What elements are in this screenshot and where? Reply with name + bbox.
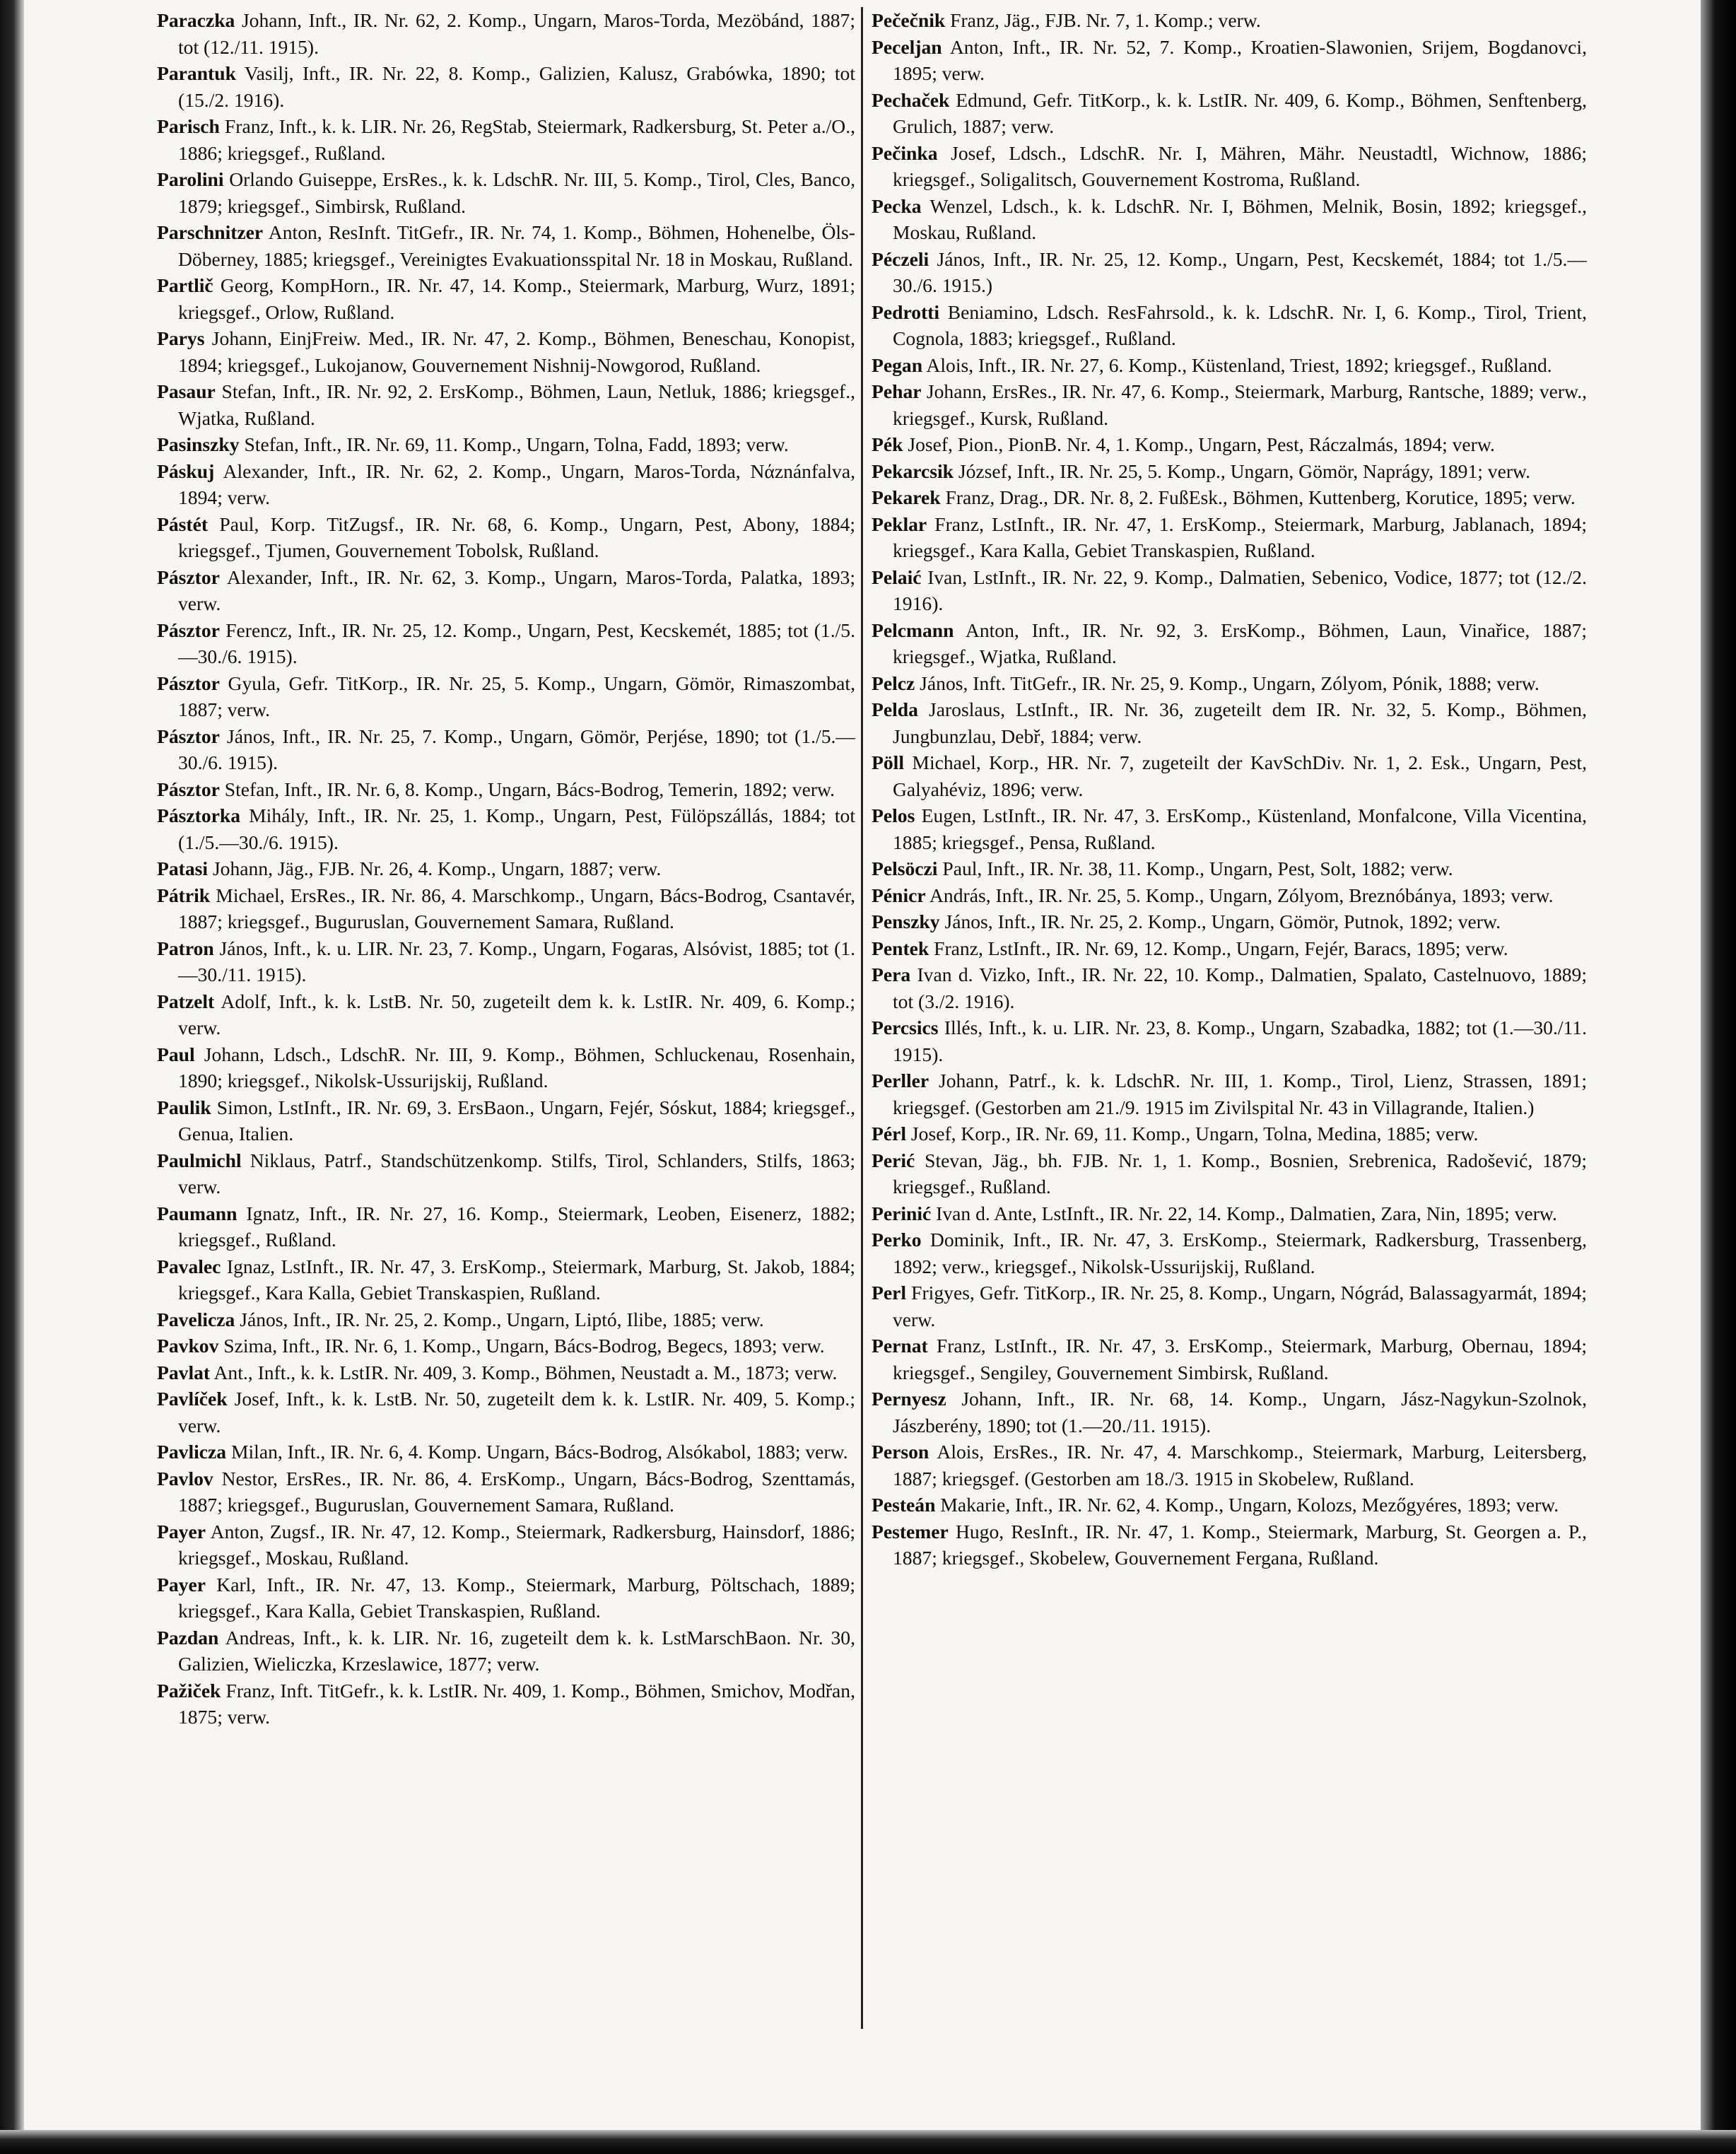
register-entry bbox=[157, 564, 855, 617]
register-entry bbox=[872, 1227, 1587, 1280]
entry-details: Anton, Inft., IR. Nr. 92, 3. ErsKomp., Böhmen, Laun, Vinařice, 1887; kriegsgef., Wjatka, Rußland. bbox=[893, 619, 1587, 667]
entry-details: Alois, Inft., IR. Nr. 27, 6. Komp., Küstenland, Triest, 1892; kriegsgef., Rußland. bbox=[922, 353, 1552, 376]
register-entry bbox=[872, 1439, 1587, 1492]
register-entry bbox=[157, 1147, 855, 1200]
entry-details: Franz, LstInft., IR. Nr. 47, 1. ErsKomp., Steiermark, Marburg, Jablanach, 1894; kriegsgef., Kara Kalla, Gebiet Transkaspien, Rußland. bbox=[893, 513, 1587, 561]
register-entry bbox=[872, 246, 1587, 299]
entry-surname: Payer bbox=[157, 1573, 206, 1596]
entry-surname: Patasi bbox=[157, 857, 209, 879]
entry-details: Simon, LstInft., IR. Nr. 69, 3. ErsBaon., Ungarn, Fejér, Sóskut, 1884; kriegsgef., Genua, Italien. bbox=[178, 1096, 855, 1145]
entry-details: Dominik, Inft., IR. Nr. 47, 3. ErsKomp., Steiermark, Radkersburg, Trassenberg, 1892; verw., kriegsgef., Nikolsk-Ussurijskij, Rußland. bbox=[893, 1229, 1587, 1277]
entry-details: Milan, Inft., IR. Nr. 6, 4. Komp. Ungarn, Bács-Bodrog, Alsókabol, 1883; verw. bbox=[226, 1441, 848, 1463]
entry-surname: Patron bbox=[157, 937, 214, 959]
entry-surname: Pavelicza bbox=[157, 1308, 235, 1330]
register-entry bbox=[872, 484, 1587, 511]
entry-surname: Pöll bbox=[872, 751, 904, 773]
entry-surname: Pénicr bbox=[872, 884, 926, 906]
entry-details: Anton, ResInft. TitGefr., IR. Nr. 74, 1. Komp., Böhmen, Hohenelbe, Öls-Döberney, 1885; kriegsgef., Vereinigtes Evakuationsspital Nr. 18 in Moskau, Rußland. bbox=[178, 221, 855, 270]
entry-surname: Partlič bbox=[157, 274, 213, 296]
bottom-page-edge bbox=[0, 2130, 1736, 2154]
entry-details: Mihály, Inft., IR. Nr. 25, 1. Komp., Ungarn, Pest, Fülöpszállás, 1884; tot (1./5.—30./6. 1915). bbox=[178, 804, 855, 853]
entry-surname: Pavlicza bbox=[157, 1441, 227, 1463]
register-entry bbox=[872, 1200, 1587, 1227]
entry-surname: Perić bbox=[872, 1149, 915, 1171]
entry-surname: Péczeli bbox=[872, 247, 929, 270]
entry-details: József, Inft., IR. Nr. 25, 5. Komp., Ungarn, Gömör, Naprágy, 1891; verw. bbox=[954, 460, 1531, 482]
entry-surname: Parolini bbox=[157, 168, 224, 190]
entry-surname: Pavlov bbox=[157, 1467, 213, 1489]
entry-surname: Paraczka bbox=[157, 9, 235, 31]
entry-surname: Pečečnik bbox=[872, 9, 946, 31]
entry-details: Michael, Korp., HR. Nr. 7, zugeteilt der KavSchDiv. Nr. 1, 2. Esk., Ungarn, Pest, Galyahéviz, 1896; verw. bbox=[893, 751, 1587, 800]
register-entry bbox=[872, 670, 1587, 697]
register-entry bbox=[872, 378, 1587, 431]
entry-details: Jaroslaus, LstInft., IR. Nr. 36, zugeteilt dem IR. Nr. 32, 5. Komp., Böhmen, Jungbunzlau, Debř, 1884; verw. bbox=[893, 698, 1587, 747]
entry-surname: Pelda bbox=[872, 698, 918, 720]
register-entry bbox=[872, 617, 1587, 670]
register-entry bbox=[872, 34, 1587, 87]
register-entry bbox=[872, 193, 1587, 246]
entry-details: Ignaz, LstInft., IR. Nr. 47, 3. ErsKomp., Steiermark, Marburg, St. Jakob, 1884; kriegsgef., Kara Kalla, Gebiet Transkaspien, Rußland. bbox=[178, 1255, 855, 1304]
register-entry bbox=[157, 1465, 855, 1518]
entry-surname: Pásztor bbox=[157, 725, 220, 747]
entry-surname: Patzelt bbox=[157, 990, 215, 1012]
entry-surname: Parisch bbox=[157, 115, 220, 137]
entry-surname: Pestemer bbox=[872, 1520, 949, 1543]
entry-surname: Penszky bbox=[872, 911, 940, 932]
register-entry bbox=[157, 1625, 855, 1678]
register-entry bbox=[872, 961, 1587, 1014]
register-entry bbox=[872, 458, 1587, 485]
entry-surname: Pasaur bbox=[157, 380, 216, 402]
entry-surname: Payer bbox=[157, 1520, 206, 1543]
entry-details: Andreas, Inft., k. k. LIR. Nr. 16, zugeteilt dem k. k. LstMarschBaon. Nr. 30, Galizien, Wieliczka, Krzeslawice, 1877; verw. bbox=[178, 1626, 855, 1675]
entry-surname: Parys bbox=[157, 327, 205, 349]
register-entry bbox=[157, 1200, 855, 1253]
entry-surname: Pelcmann bbox=[872, 619, 954, 641]
entry-surname: Person bbox=[872, 1441, 929, 1463]
register-entry bbox=[872, 564, 1587, 617]
entry-surname: Pekarek bbox=[872, 486, 941, 508]
register-entry bbox=[157, 113, 855, 166]
register-entry bbox=[872, 1014, 1587, 1067]
entry-details: Paul, Inft., IR. Nr. 38, 11. Komp., Ungarn, Pest, Solt, 1882; verw. bbox=[937, 857, 1453, 879]
entry-details: Ivan d. Ante, LstInft., IR. Nr. 22, 14. Komp., Dalmatien, Zara, Nin, 1895; verw. bbox=[931, 1202, 1557, 1224]
entry-surname: Pásztor bbox=[157, 672, 220, 694]
register-entry bbox=[872, 1280, 1587, 1333]
entry-details: János, Inft., IR. Nr. 25, 12. Komp., Ungarn, Pest, Kecskemét, 1884; tot 1./5.—30./6. 1915.) bbox=[893, 247, 1587, 296]
register-entry bbox=[872, 87, 1587, 140]
entry-surname: Perl bbox=[872, 1282, 907, 1304]
entry-surname: Pesteán bbox=[872, 1494, 936, 1516]
entry-details: Ferencz, Inft., IR. Nr. 25, 12. Komp., Ungarn, Pest, Kecskemét, 1885; tot (1./5.—30./6. 1915). bbox=[178, 619, 855, 667]
entry-details: Ignatz, Inft., IR. Nr. 27, 16. Komp., Steiermark, Leoben, Eisenerz, 1882; kriegsgef., Rußland. bbox=[178, 1202, 855, 1251]
entry-surname: Pásztor bbox=[157, 619, 220, 641]
entry-details: Adolf, Inft., k. k. LstB. Nr. 50, zugeteilt dem k. k. LstIR. Nr. 409, 6. Komp.; verw. bbox=[178, 990, 855, 1038]
entry-surname: Pelcz bbox=[872, 672, 915, 694]
register-entry bbox=[157, 617, 855, 670]
register-entry bbox=[157, 325, 855, 378]
entry-details: Stefan, Inft., IR. Nr. 6, 8. Komp., Ungarn, Bács-Bodrog, Temerin, 1892; verw. bbox=[219, 778, 835, 800]
register-entry bbox=[157, 1333, 855, 1359]
entry-details: Johann, EinjFreiw. Med., IR. Nr. 47, 2. Komp., Böhmen, Beneschau, Konopist, 1894; kriegsgef., Lukojanow, Gouvernement Nishnij-Nowgorod, Rußland. bbox=[178, 327, 855, 376]
register-entry bbox=[157, 219, 855, 272]
entry-details: Franz, Jäg., FJB. Nr. 7, 1. Komp.; verw. bbox=[945, 9, 1261, 31]
register-entry bbox=[157, 723, 855, 776]
entry-details: Ivan d. Vizko, Inft., IR. Nr. 22, 10. Komp., Dalmatien, Spalato, Castelnuovo, 1889; tot (3./2. 1916). bbox=[893, 964, 1587, 1012]
entry-details: Eugen, LstInft., IR. Nr. 47, 3. ErsKomp., Küstenland, Monfalcone, Villa Vicentina, 1885; kriegsgef., Pensa, Rußland. bbox=[893, 804, 1587, 853]
entry-details: János, Inft., IR. Nr. 25, 2. Komp., Ungarn, Liptó, Ilibe, 1885; verw. bbox=[235, 1308, 764, 1330]
entry-details: Edmund, Gefr. TitKorp., k. k. LstIR. Nr. 409, 6. Komp., Böhmen, Senftenberg, Grulich, 1887; verw. bbox=[893, 88, 1587, 137]
entry-surname: Pečinka bbox=[872, 141, 938, 164]
entry-details: Alexander, Inft., IR. Nr. 62, 2. Komp., Ungarn, Maros-Torda, Nάznánfalva, 1894; verw. bbox=[178, 460, 855, 508]
entry-details: János, Inft., IR. Nr. 25, 2. Komp., Ungarn, Gömör, Putnok, 1892; verw. bbox=[939, 911, 1501, 932]
register-entry bbox=[872, 431, 1587, 458]
entry-surname: Pasinszky bbox=[157, 433, 240, 455]
register-entry bbox=[157, 1359, 855, 1386]
entry-surname: Pera bbox=[872, 964, 911, 985]
entry-details: Anton, Inft., IR. Nr. 52, 7. Komp., Kroatien-Slawonien, Srijem, Bogdanovci, 1895; verw. bbox=[893, 35, 1587, 84]
entry-surname: Pentek bbox=[872, 937, 929, 959]
right-page-edge bbox=[1701, 0, 1736, 2154]
register-entry bbox=[872, 299, 1587, 352]
entry-surname: Pegan bbox=[872, 353, 923, 376]
register-entry bbox=[157, 1678, 855, 1731]
entry-surname: Pelos bbox=[872, 804, 915, 826]
register-entry bbox=[872, 1386, 1587, 1439]
entry-details: Johann, Jäg., FJB. Nr. 26, 4. Komp., Ungarn, 1887; verw. bbox=[208, 857, 662, 879]
entry-details: Josef, Ldsch., LdschR. Nr. I, Mähren, Mähr. Neustadtl, Wichnow, 1886; kriegsgef., Soligalitsch, Gouvernement Kostroma, Rußland. bbox=[893, 141, 1587, 190]
register-entry bbox=[157, 776, 855, 803]
register-entry bbox=[872, 855, 1587, 882]
entry-details: Ant., Inft., k. k. LstIR. Nr. 409, 3. Komp., Böhmen, Neustadt a. M., 1873; verw. bbox=[210, 1361, 838, 1383]
entry-details: Franz, LstInft., IR. Nr. 69, 12. Komp., Ungarn, Fejér, Baracs, 1895; verw. bbox=[929, 937, 1508, 959]
entry-surname: Pecka bbox=[872, 194, 922, 217]
entry-surname: Percsics bbox=[872, 1017, 939, 1038]
entry-details: Franz, Inft. TitGefr., k. k. LstIR. Nr. 409, 1. Komp., Böhmen, Smichov, Modřan, 1875; verw. bbox=[178, 1679, 855, 1728]
entry-details: Stefan, Inft., IR. Nr. 69, 11. Komp., Ungarn, Tolna, Fadd, 1893; verw. bbox=[239, 433, 789, 455]
entry-details: Wenzel, Ldsch., k. k. LdschR. Nr. I, Böhmen, Melnik, Bosin, 1892; kriegsgef., Moskau, Rußland. bbox=[893, 194, 1587, 243]
entry-details: Franz, Drag., DR. Nr. 8, 2. FußEsk., Böhmen, Kuttenberg, Korutice, 1895; verw. bbox=[940, 486, 1576, 508]
entry-surname: Pazdan bbox=[157, 1626, 219, 1649]
entry-surname: Pátrik bbox=[157, 884, 211, 906]
entry-surname: Pavlat bbox=[157, 1361, 211, 1383]
entry-details: Johann, Inft., IR. Nr. 68, 14. Komp., Ungarn, Jász-Nagykun-Szolnok, Jászberény, 1890; tot (1.—20./11. 1915). bbox=[893, 1388, 1587, 1436]
column-divider bbox=[861, 7, 863, 2029]
entry-details: Anton, Zugsf., IR. Nr. 47, 12. Komp., Steiermark, Radkersburg, Hainsdorf, 1886; kriegsgef., Moskau, Rußland. bbox=[178, 1520, 855, 1569]
entry-details: Vasilj, Inft., IR. Nr. 22, 8. Komp., Galizien, Kalusz, Grabówka, 1890; tot (15./2. 1916). bbox=[178, 62, 855, 111]
left-page-edge bbox=[0, 0, 24, 2154]
entry-details: Johann, Ldsch., LdschR. Nr. III, 9. Komp., Böhmen, Schluckenau, Rosenhain, 1890; kriegsgef., Nikolsk-Ussurijskij, Rußland. bbox=[178, 1043, 855, 1091]
entry-details: Johann, Inft., IR. Nr. 62, 2. Komp., Ungarn, Maros-Torda, Mezöbánd, 1887; tot (12./11. 1915). bbox=[178, 9, 855, 58]
entry-details: János, Inft., IR. Nr. 25, 7. Komp., Ungarn, Gömör, Perjése, 1890; tot (1./5.—30./6. 1915). bbox=[178, 725, 855, 773]
register-entry bbox=[872, 1333, 1587, 1386]
entry-details: Josef, Korp., IR. Nr. 69, 11. Komp., Ungarn, Tolna, Medina, 1885; verw. bbox=[906, 1123, 1479, 1145]
register-entry bbox=[872, 802, 1587, 855]
register-entry bbox=[872, 1120, 1587, 1147]
entry-details: Paul, Korp. TitZugsf., IR. Nr. 68, 6. Komp., Ungarn, Pest, Abony, 1884; kriegsgef., Tjumen, Gouvernement Tobolsk, Rußland. bbox=[178, 513, 855, 561]
entry-surname: Pernyesz bbox=[872, 1388, 946, 1410]
entry-surname: Peklar bbox=[872, 513, 927, 535]
register-entry bbox=[157, 511, 855, 564]
register-entry bbox=[872, 511, 1587, 564]
register-entry bbox=[157, 1386, 855, 1439]
entry-surname: Paul bbox=[157, 1043, 195, 1065]
register-entry bbox=[157, 855, 855, 882]
entry-details: Johann, ErsRes., IR. Nr. 47, 6. Komp., Steiermark, Marburg, Rantsche, 1889; verw., kriegsgef., Kursk, Rußland. bbox=[893, 380, 1587, 429]
entry-surname: Pavalec bbox=[157, 1255, 221, 1277]
register-entry bbox=[157, 431, 855, 458]
register-entry bbox=[157, 935, 855, 988]
entry-surname: Pásztorka bbox=[157, 804, 241, 826]
register-entry bbox=[157, 272, 855, 325]
entry-details: Alexander, Inft., IR. Nr. 62, 3. Komp., Ungarn, Maros-Torda, Palatka, 1893; verw. bbox=[178, 566, 855, 614]
entry-surname: Pástét bbox=[157, 513, 209, 535]
entry-details: János, Inft., k. u. LIR. Nr. 23, 7. Komp., Ungarn, Fogaras, Alsóvist, 1885; tot (1.—30./11. 1915). bbox=[178, 937, 855, 985]
entry-surname: Paulmichl bbox=[157, 1149, 242, 1171]
entry-details: Nestor, ErsRes., IR. Nr. 86, 4. ErsKomp., Ungarn, Bács-Bodrog, Szenttamás, 1887; kriegsgef., Buguruslan, Gouvernement Samara, Rußland. bbox=[178, 1467, 855, 1516]
register-entry bbox=[872, 882, 1587, 909]
entry-details: Alois, ErsRes., IR. Nr. 47, 4. Marschkomp., Steiermark, Marburg, Leitersberg, 1887; kriegsgef. (Gestorben am 18./3. 1915 in Skobelew, Rußland. bbox=[893, 1441, 1587, 1489]
register-entry bbox=[157, 670, 855, 723]
entry-surname: Pásztor bbox=[157, 566, 220, 588]
register-entry bbox=[872, 749, 1587, 802]
entry-details: Stevan, Jäg., bh. FJB. Nr. 1, 1. Komp., Bosnien, Srebrenica, Radošević, 1879; kriegsgef., Rußland. bbox=[893, 1149, 1587, 1198]
register-entry bbox=[157, 1041, 855, 1094]
entry-details: Franz, LstInft., IR. Nr. 47, 3. ErsKomp., Steiermark, Marburg, Obernau, 1894; kriegsgef., Sengiley, Gouvernement Simbirsk, Rußland. bbox=[893, 1335, 1587, 1383]
register-entry bbox=[157, 1571, 855, 1625]
entry-details: Makarie, Inft., IR. Nr. 62, 4. Komp., Ungarn, Kolozs, Mezőgyéres, 1893; verw. bbox=[935, 1494, 1559, 1516]
register-entry bbox=[157, 988, 855, 1041]
register-entry bbox=[872, 696, 1587, 749]
entry-surname: Pažiček bbox=[157, 1679, 221, 1702]
entry-details: Franz, Inft., k. k. LIR. Nr. 26, RegStab, Steiermark, Radkersburg, St. Peter a./O., 1886; kriegsgef., Rußland. bbox=[178, 115, 855, 164]
entry-details: Frigyes, Gefr. TitKorp., IR. Nr. 25, 8. Komp., Ungarn, Nógrád, Balassagyarmát, 1894; verw. bbox=[893, 1282, 1587, 1330]
entry-surname: Pék bbox=[872, 433, 903, 455]
entry-details: András, Inft., IR. Nr. 25, 5. Komp., Ungarn, Zólyom, Breznóbánya, 1893; verw. bbox=[925, 884, 1554, 906]
register-entry bbox=[157, 166, 855, 219]
register-entry bbox=[157, 1306, 855, 1333]
entry-surname: Pásztor bbox=[157, 778, 220, 800]
entry-surname: Pavkov bbox=[157, 1335, 219, 1357]
register-entry bbox=[157, 7, 855, 60]
entry-surname: Pérl bbox=[872, 1123, 907, 1145]
entry-details: Michael, ErsRes., IR. Nr. 86, 4. Marschkomp., Ungarn, Bács-Bodrog, Csantavér, 1887; kriegsgef., Buguruslan, Gouvernement Samara, Rußland. bbox=[178, 884, 855, 932]
register-entry bbox=[872, 935, 1587, 962]
register-entry bbox=[872, 1518, 1587, 1571]
right-column bbox=[872, 7, 1587, 2107]
entry-details: Niklaus, Patrf., Standschützenkomp. Stilfs, Tirol, Schlanders, Stilfs, 1863; verw. bbox=[178, 1149, 855, 1198]
register-entry bbox=[157, 378, 855, 431]
register-entry bbox=[872, 352, 1587, 379]
entry-details: Johann, Patrf., k. k. LdschR. Nr. III, 1. Komp., Tirol, Lienz, Strassen, 1891; kriegsgef. (Gestorben am 21./9. 1915 im Zivilspital Nr. 43 in Villagrande, Italien.) bbox=[893, 1070, 1587, 1118]
entry-surname: Páskuj bbox=[157, 460, 215, 482]
entry-details: János, Inft. TitGefr., IR. Nr. 25, 9. Komp., Ungarn, Zólyom, Pónik, 1888; verw. bbox=[915, 672, 1539, 694]
entry-details: Beniamino, Ldsch. ResFahrsold., k. k. LdschR. Nr. I, 6. Komp., Tirol, Trient, Cognola, 1883; kriegsgef., Rußland. bbox=[893, 300, 1587, 349]
entry-details: Karl, Inft., IR. Nr. 47, 13. Komp., Steiermark, Marburg, Pöltschach, 1889; kriegsgef., Kara Kalla, Gebiet Transkaspien, Rußland. bbox=[178, 1573, 855, 1622]
entry-details: Josef, Pion., PionB. Nr. 4, 1. Komp., Ungarn, Pest, Ráczalmás, 1894; verw. bbox=[903, 433, 1495, 455]
register-entry bbox=[157, 802, 855, 855]
entry-surname: Parantuk bbox=[157, 62, 236, 84]
entry-details: Szima, Inft., IR. Nr. 6, 1. Komp., Ungarn, Bács-Bodrog, Begecs, 1893; verw. bbox=[218, 1335, 825, 1357]
entry-surname: Perko bbox=[872, 1229, 922, 1251]
entry-details: Ivan, LstInft., IR. Nr. 22, 9. Komp., Dalmatien, Sebenico, Vodice, 1877; tot (12./2. 1916). bbox=[893, 566, 1587, 614]
register-entry bbox=[157, 1439, 855, 1465]
entry-details: Stefan, Inft., IR. Nr. 92, 2. ErsKomp., Böhmen, Laun, Netluk, 1886; kriegsgef., Wjatka, Rußland. bbox=[178, 380, 855, 429]
register-entry bbox=[872, 1147, 1587, 1200]
entry-surname: Pehar bbox=[872, 380, 922, 402]
entry-surname: Pekarcsik bbox=[872, 460, 954, 482]
register-entry bbox=[157, 60, 855, 113]
register-entry bbox=[157, 1518, 855, 1571]
entry-details: Illés, Inft., k. u. LIR. Nr. 23, 8. Komp., Ungarn, Szabadka, 1882; tot (1.—30./11. 1915). bbox=[893, 1017, 1587, 1065]
entry-surname: Perller bbox=[872, 1070, 929, 1091]
entry-details: Gyula, Gefr. TitKorp., IR. Nr. 25, 5. Komp., Ungarn, Gömör, Rimaszombat, 1887; verw. bbox=[178, 672, 855, 720]
entry-surname: Pelsöczi bbox=[872, 857, 938, 879]
entry-surname: Pedrotti bbox=[872, 300, 940, 323]
register-entry bbox=[157, 1094, 855, 1147]
entry-surname: Pechaček bbox=[872, 88, 950, 111]
entry-surname: Perinić bbox=[872, 1202, 932, 1224]
left-column bbox=[157, 7, 855, 2107]
register-entry bbox=[872, 140, 1587, 193]
register-entry bbox=[157, 1253, 855, 1306]
entry-surname: Pelaić bbox=[872, 566, 922, 588]
entry-details: Josef, Inft., k. k. LstB. Nr. 50, zugeteilt dem k. k. LstIR. Nr. 409, 5. Komp.; verw. bbox=[178, 1388, 855, 1436]
entry-surname: Paumann bbox=[157, 1202, 237, 1224]
register-entry bbox=[872, 1492, 1587, 1518]
register-entry bbox=[872, 7, 1587, 34]
entry-surname: Pernat bbox=[872, 1335, 928, 1357]
entry-surname: Pavlíček bbox=[157, 1388, 228, 1410]
entry-surname: Parschnitzer bbox=[157, 221, 264, 243]
entry-details: Georg, KompHorn., IR. Nr. 47, 14. Komp., Steiermark, Marburg, Wurz, 1891; kriegsgef., Orlow, Rußland. bbox=[178, 274, 855, 323]
register-entry bbox=[872, 908, 1587, 935]
register-entry bbox=[157, 458, 855, 511]
entry-surname: Paulik bbox=[157, 1096, 211, 1118]
register-entry bbox=[157, 882, 855, 935]
register-entry bbox=[872, 1067, 1587, 1120]
entry-details: Hugo, ResInft., IR. Nr. 47, 1. Komp., Steiermark, Marburg, St. Georgen a. P., 1887; kriegsgef., Skobelew, Gouvernement Fergana, Rußland. bbox=[893, 1520, 1587, 1569]
entry-details: Orlando Guiseppe, ErsRes., k. k. LdschR. Nr. III, 5. Komp., Tirol, Cles, Banco, 1879; kriegsgef., Simbirsk, Rußland. bbox=[178, 168, 855, 217]
entry-surname: Peceljan bbox=[872, 35, 942, 58]
